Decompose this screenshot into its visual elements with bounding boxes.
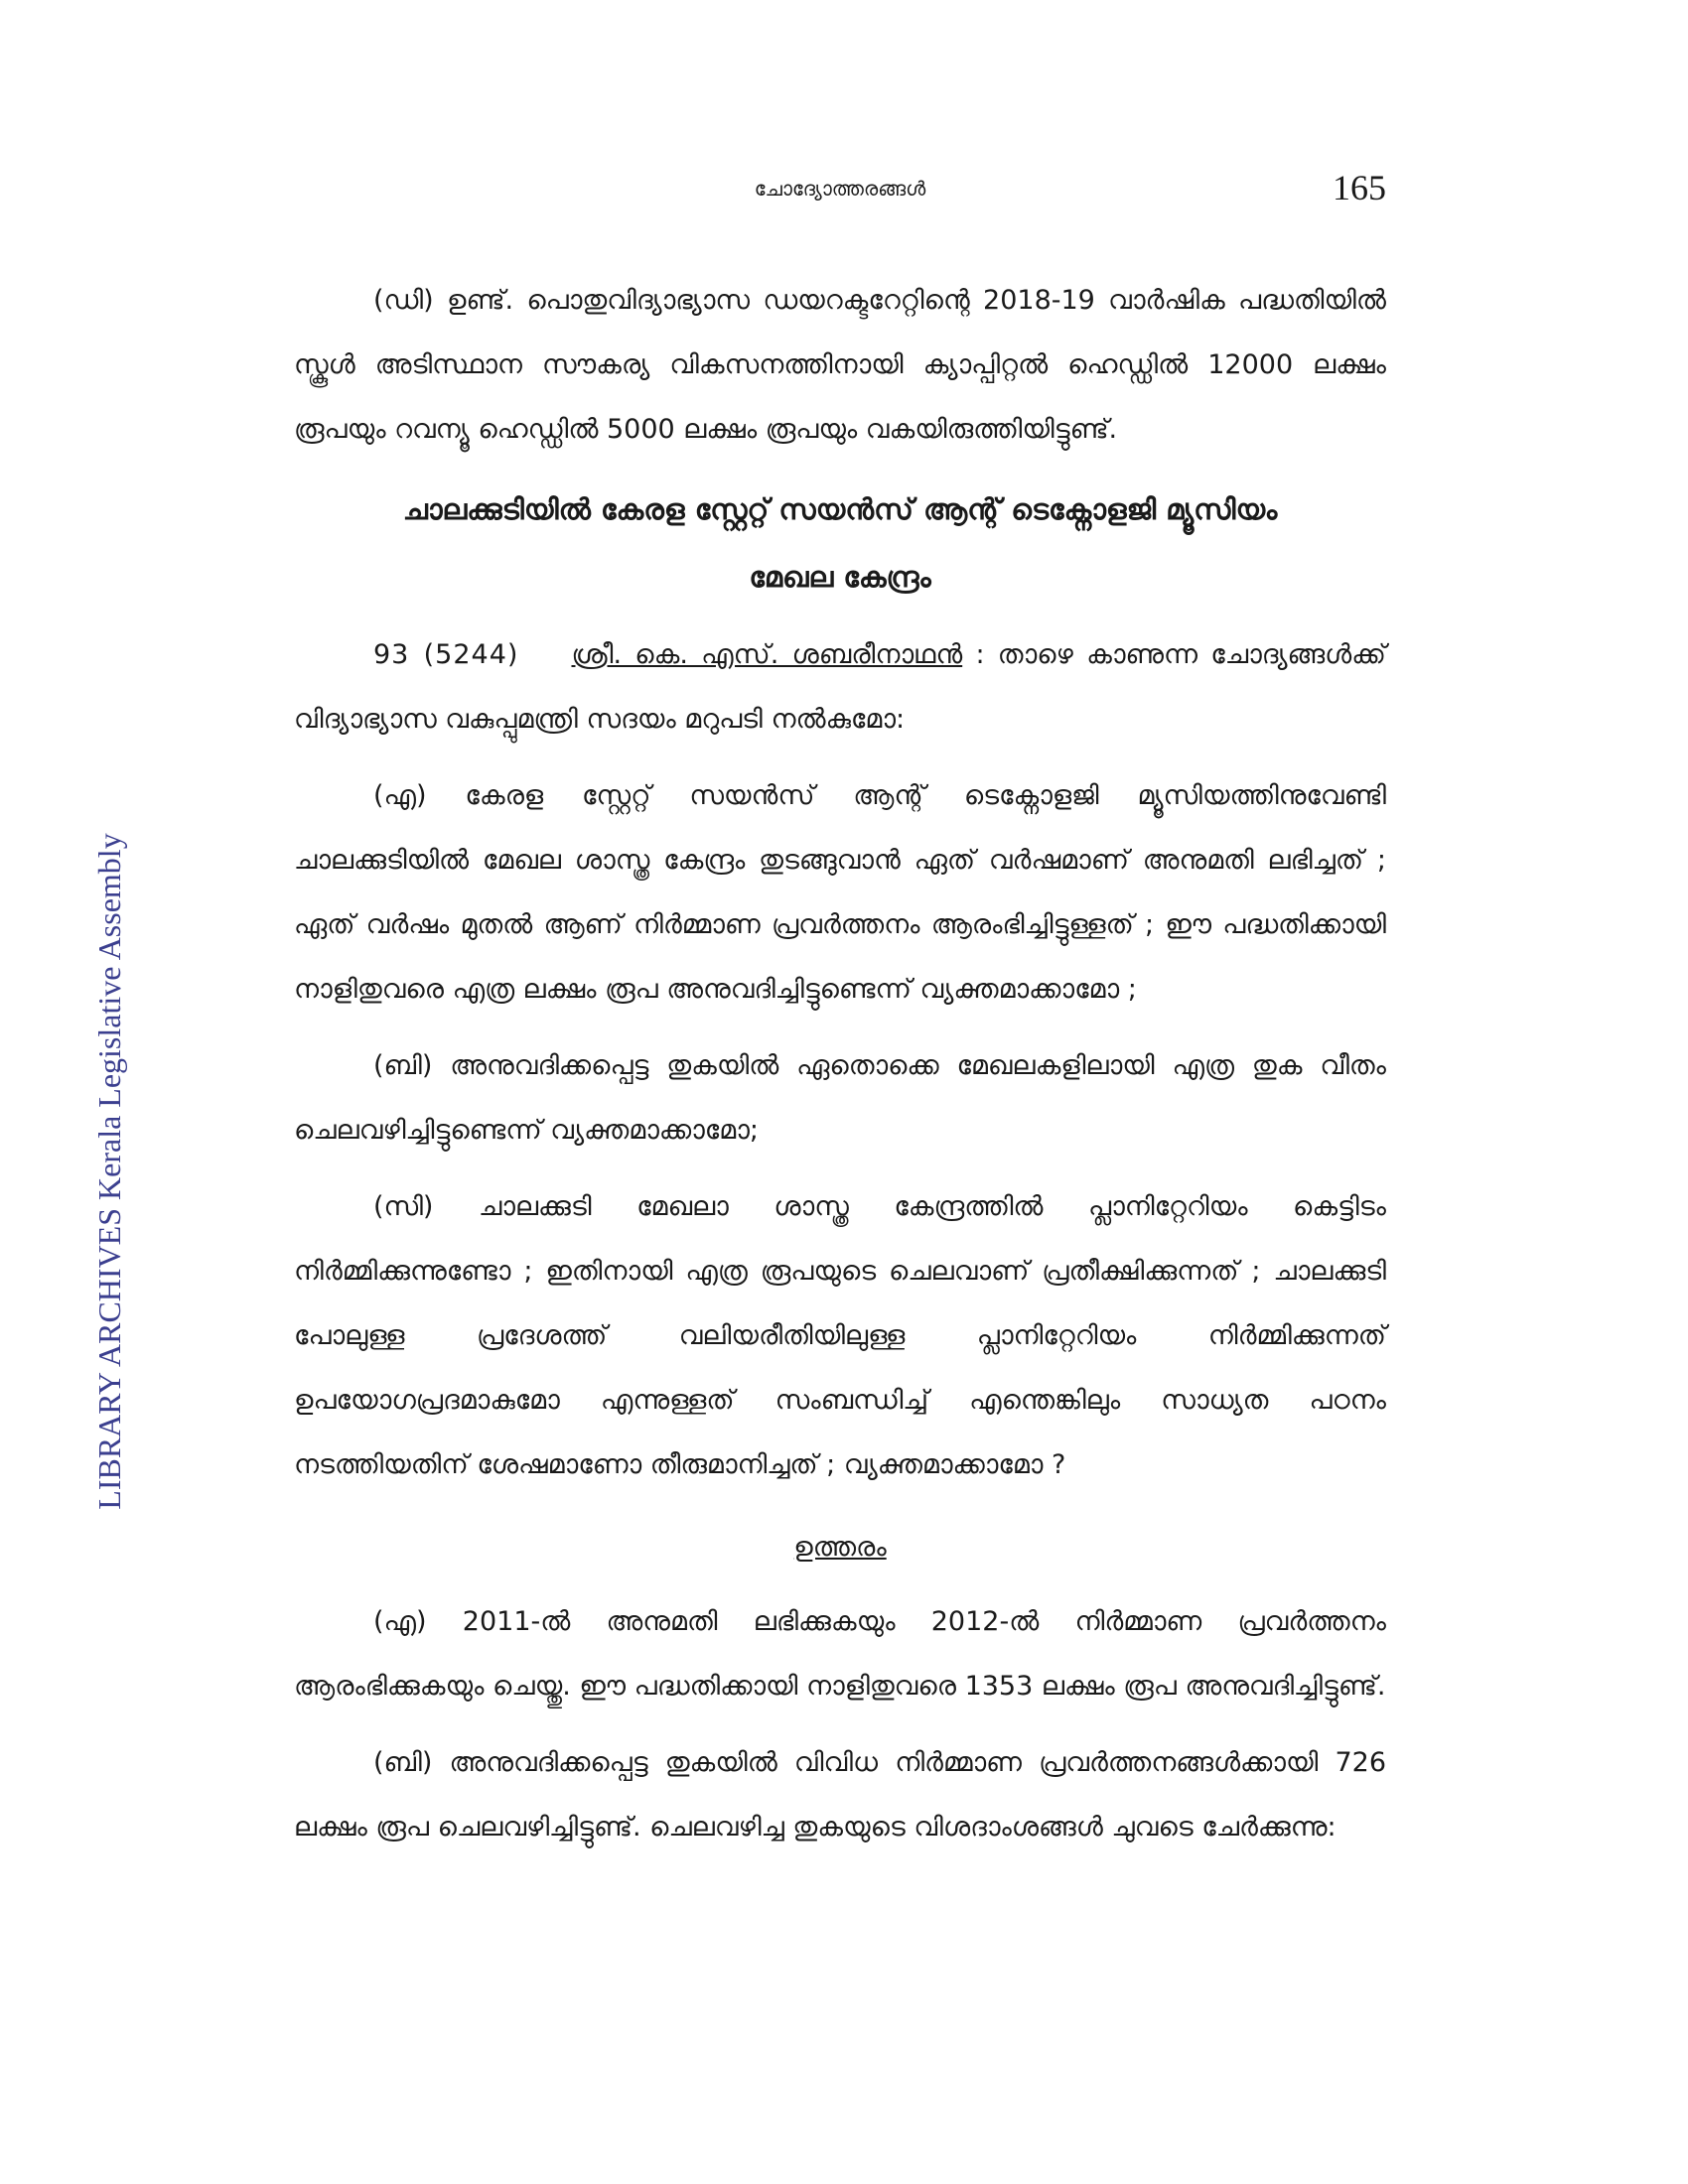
question-intro	[294, 622, 1386, 751]
previous-answer-d: (ഡി) ഉണ്ട്. പൊതുവിദ്യാഭ്യാസ ഡയറക്ടറേറ്റിന്റെ 2018-19 വാർഷിക പദ്ധതിയിൽ സ്കൂൾ അടിസ്ഥാന സൗകര്യ വികസനത്തിനായി ക്യാപ്പിറ്റൽ ഹെഡ്ഡിൽ 12000 ലക്ഷം രൂപയും റവന്യൂ ഹെഡ്ഡിൽ 5000 ലക്ഷം രൂപയും വകയിരുത്തിയിട്ടുണ്ട്.	[294, 285, 1386, 445]
answer-b: (ബി) അനുവദിക്കപ്പെട്ട തുകയിൽ വിവിധ നിർമ്മാണ പ്രവർത്തനങ്ങൾക്കായി 726 ലക്ഷം രൂപ ചെലവഴിച്ചിട്ടുണ്ട്. ചെലവഴിച്ച തുകയുടെ വിശദാംശങ്ങൾ ചുവടെ ചേർക്കുന്നു:	[294, 1747, 1386, 1843]
question-b: (ബി) അനുവദിക്കപ്പെട്ട തുകയിൽ ഏതൊക്കെ മേഖലകളിലായി എത്ര തുക വീതം ചെലവഴിച്ചിട്ടുണ്ടെന്ന് വ്യക്തമാക്കാമോ;	[294, 1050, 1386, 1146]
member-name: ശ്രീ. കെ. എസ്. ശബരീനാഥൻ	[571, 639, 963, 670]
answer-a: (എ) 2011-ൽ അനുമതി ലഭിക്കുകയും 2012-ൽ നിർമ്മാണ പ്രവർത്തനം ആരംഭിക്കുകയും ചെയ്തു. ഈ പദ്ധതിക്കായി നാളിതുവരെ 1353 ലക്ഷം രൂപ അനുവദിച്ചിട്ടുണ്ട്.	[294, 1606, 1386, 1702]
question-a: (എ) കേരള സ്റ്റേറ്റ് സയൻസ് ആന്റ് ടെക്നോളജി മ്യൂസിയത്തിനുവേണ്ടി ചാലക്കുടിയിൽ മേഖല ശാസ്ത്ര കേന്ദ്രം തുടങ്ങുവാൻ ഏത് വർഷമാണ് അനുമതി ലഭിച്ചത് ; ഏത് വർഷം മുതൽ ആണ് നിർമ്മാണ പ്രവർത്തനം ആരംഭിച്ചിട്ടുള്ളത് ; ഈ പദ്ധതിക്കായി നാളിതുവരെ എത്ര ലക്ഷം രൂപ അനുവദിച്ചിട്ടുണ്ടെന്ന് വ്യക്തമാക്കാമോ ;	[294, 780, 1386, 1005]
question-intro-text: : താഴെ കാണുന്ന ചോദ്യങ്ങൾക്ക് വിദ്യാഭ്യാസ വകുപ്പുമന്ത്രി സദയം മറുപടി നൽകുമോ:	[294, 639, 1386, 735]
archive-side-stamp: LIBRARY ARCHIVES Kerala Legislative Assembly	[91, 833, 127, 1510]
question-heading	[294, 476, 1386, 611]
document-body	[294, 268, 1386, 1859]
question-c: (സി) ചാലക്കുടി മേഖലാ ശാസ്ത്ര കേന്ദ്രത്തിൽ പ്ലാനിറ്റേറിയം കെട്ടിടം നിർമ്മിക്കുന്നുണ്ടോ ; ഇതിനായി എത്ര രൂപയുടെ ചെലവാണ് പ്രതീക്ഷിക്കുന്നത് ; ചാലക്കുടി പോലുള്ള പ്രദേശത്ത് വലിയരീതിയിലുള്ള പ്ലാനിറ്റേറിയം നിർമ്മിക്കുന്നത് ഉപയോഗപ്രദമാകുമോ എന്നുള്ളത് സംബന്ധിച്ച് എന്തെങ്കിലും സാധ്യത പഠനം നടത്തിയതിന് ശേഷമാണോ തീരുമാനിച്ചത് ; വ്യക്തമാക്കാമോ ?	[294, 1191, 1386, 1480]
heading-line-2: മേഖല കേന്ദ്രം	[749, 560, 931, 594]
header-title: ചോദ്യോത്തരങ്ങൾ	[754, 177, 926, 201]
question-number: 93 (5244)	[373, 639, 519, 670]
heading-line-1: ചാലക്കുടിയിൽ കേരള സ്റ്റേറ്റ് സയൻസ് ആന്റ് ടെക്നോളജി മ്യൂസിയം	[402, 492, 1278, 526]
answer-title: ഉത്തരം	[793, 1532, 887, 1563]
running-header	[294, 167, 1386, 206]
page-number: 165	[1333, 168, 1386, 207]
